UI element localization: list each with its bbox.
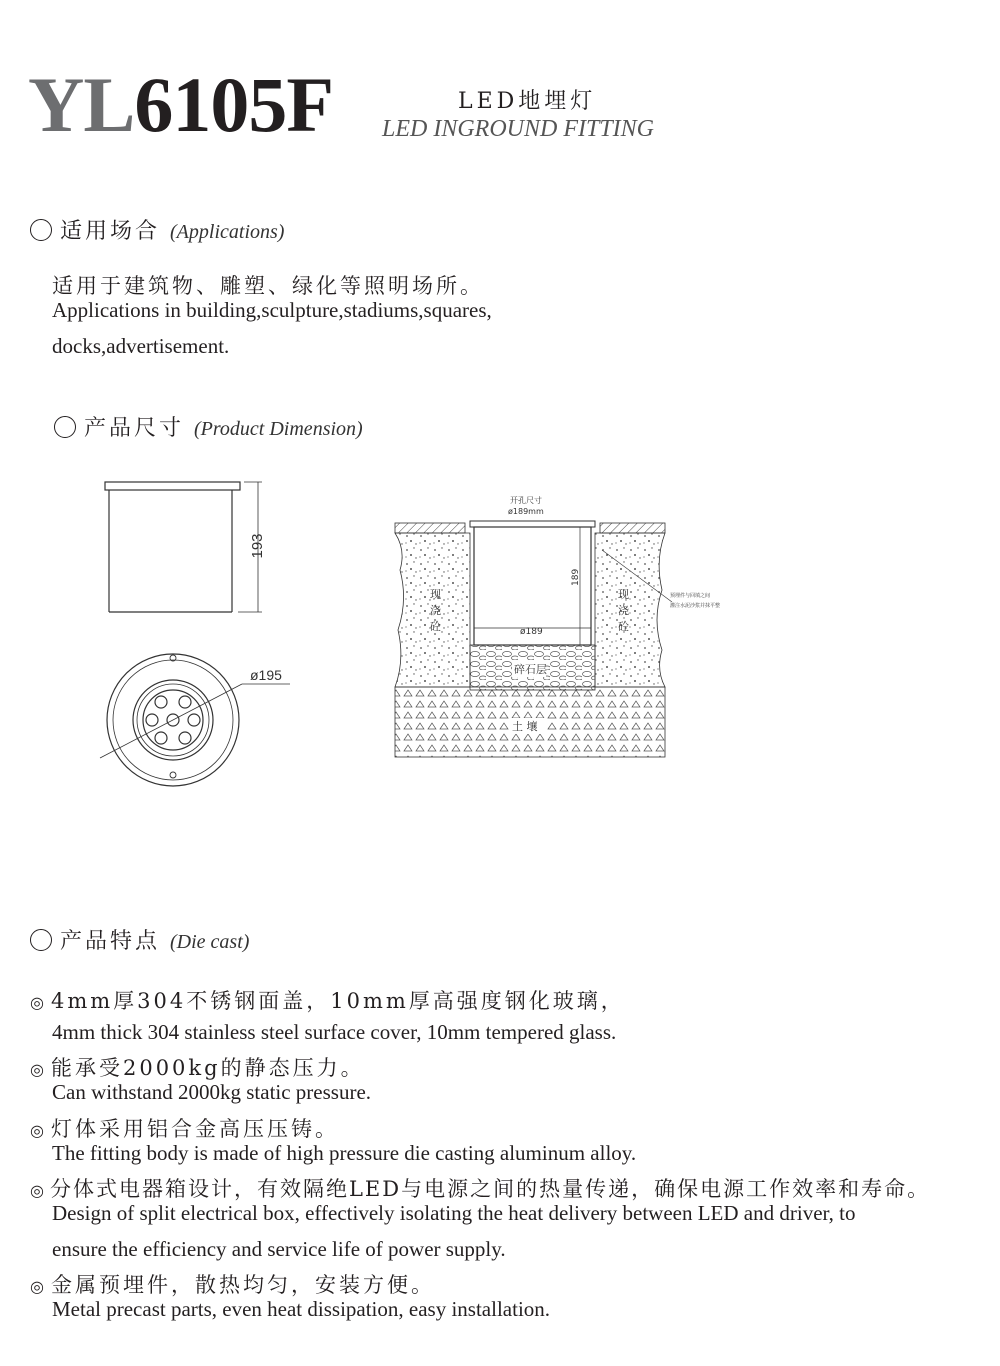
width-label: ø189 (520, 627, 543, 637)
feature-item-3-en: The fitting body is made of high pressure die casting aluminum alloy. (52, 1141, 637, 1165)
fixture-lid (470, 521, 595, 527)
height-label: 193 (249, 533, 266, 559)
feature-item-4-en-2: ensure the efficiency and service life of power supply. (52, 1237, 506, 1261)
concrete-label-left-1: 现 (430, 588, 441, 601)
applications-text-en-2: docks,advertisement. (52, 334, 230, 358)
bullet-icon: ◎ (30, 1060, 47, 1079)
diameter-dimension-line (100, 684, 242, 758)
features-heading-en: (Die cast) (170, 931, 250, 953)
concrete-label-left-3: 砼 (430, 620, 441, 633)
applications-text-en-1: Applications in building,sculpture,stadiums,squares, (52, 298, 492, 322)
cutout-label: 开孔尺寸 (510, 496, 542, 505)
applications-text-cn: 适用于建筑物、雕塑、绿化等照明场所。 (52, 274, 484, 298)
model-suffix: 6105F (134, 61, 334, 148)
gravel-label: 碎石层 (514, 663, 547, 676)
soil-label: 土 壤 (512, 720, 538, 733)
bullet-icon: ◎ (30, 1121, 47, 1140)
feature-item-1-en: 4mm thick 304 stainless steel surface cover, 10mm tempered glass. (52, 1020, 617, 1044)
bullet-icon: ◎ (30, 1181, 46, 1200)
diameter-label: ø195 (250, 667, 282, 683)
product-title-en: LED INGROUND FITTING (382, 116, 655, 142)
product-title-cn: LED地埋灯 (458, 89, 597, 114)
cutout-size-label: ø189mm (508, 507, 544, 516)
dimension-heading-cn: 产品尺寸 (84, 415, 185, 440)
applications-heading-en: (Applications) (170, 221, 285, 243)
concrete-label-right-2: 浇 (618, 604, 629, 617)
model-prefix: YL (28, 61, 135, 148)
features-heading (30, 924, 249, 955)
feature-item-4-en: Design of split electrical box, effectively isolating the heat delivery between LED and driver, to (52, 1201, 856, 1225)
feature-item-2-cn: ◎ 能承受2000kg的静态压力。 (30, 1056, 365, 1080)
installation-section-drawing (390, 490, 730, 765)
feature-item-2-en: Can withstand 2000kg static pressure. (52, 1080, 372, 1104)
install-note-1: 预埋件与回填之间 (670, 593, 711, 599)
top-view-drawing (90, 640, 310, 800)
side-view-drawing (90, 470, 280, 630)
screw-icon (170, 772, 176, 778)
bullet-icon: ◎ (30, 1277, 47, 1296)
concrete-label-right-1: 现 (618, 588, 629, 601)
install-note-2: 灌注水泥沙浆并抹平整 (670, 603, 721, 609)
dimension-heading-en: (Product Dimension) (194, 418, 363, 440)
circle-icon (30, 219, 52, 241)
feature-item-5-cn: ◎ 金属预埋件，散热均匀，安装方便。 (30, 1273, 435, 1297)
model-number (28, 61, 334, 148)
circle-icon (54, 416, 76, 438)
dimension-heading (54, 411, 363, 442)
feature-item-5-en: Metal precast parts, even heat dissipation, easy installation. (52, 1297, 551, 1321)
feature-item-1-cn: ◎ 4mm厚304不锈钢面盖，10mm厚高强度钢化玻璃， (30, 989, 625, 1013)
features-heading-cn: 产品特点 (60, 928, 161, 953)
feature-item-3-cn: ◎ 灯体采用铝合金高压压铸。 (30, 1117, 339, 1141)
lid-flange (105, 482, 240, 490)
circle-icon (30, 929, 52, 951)
bullet-icon: ◎ (30, 993, 47, 1012)
feature-item-4-cn: ◎ 分体式电器箱设计，有效隔绝LED与电源之间的热量传递，确保电源工作效率和寿命。 (30, 1177, 931, 1201)
applications-heading-cn: 适用场合 (60, 218, 161, 243)
applications-heading (30, 214, 284, 245)
depth-label: 189 (571, 568, 581, 586)
concrete-label-left-2: 浇 (430, 604, 441, 617)
concrete-label-right-3: 砼 (618, 620, 629, 633)
concrete-right (595, 533, 665, 687)
